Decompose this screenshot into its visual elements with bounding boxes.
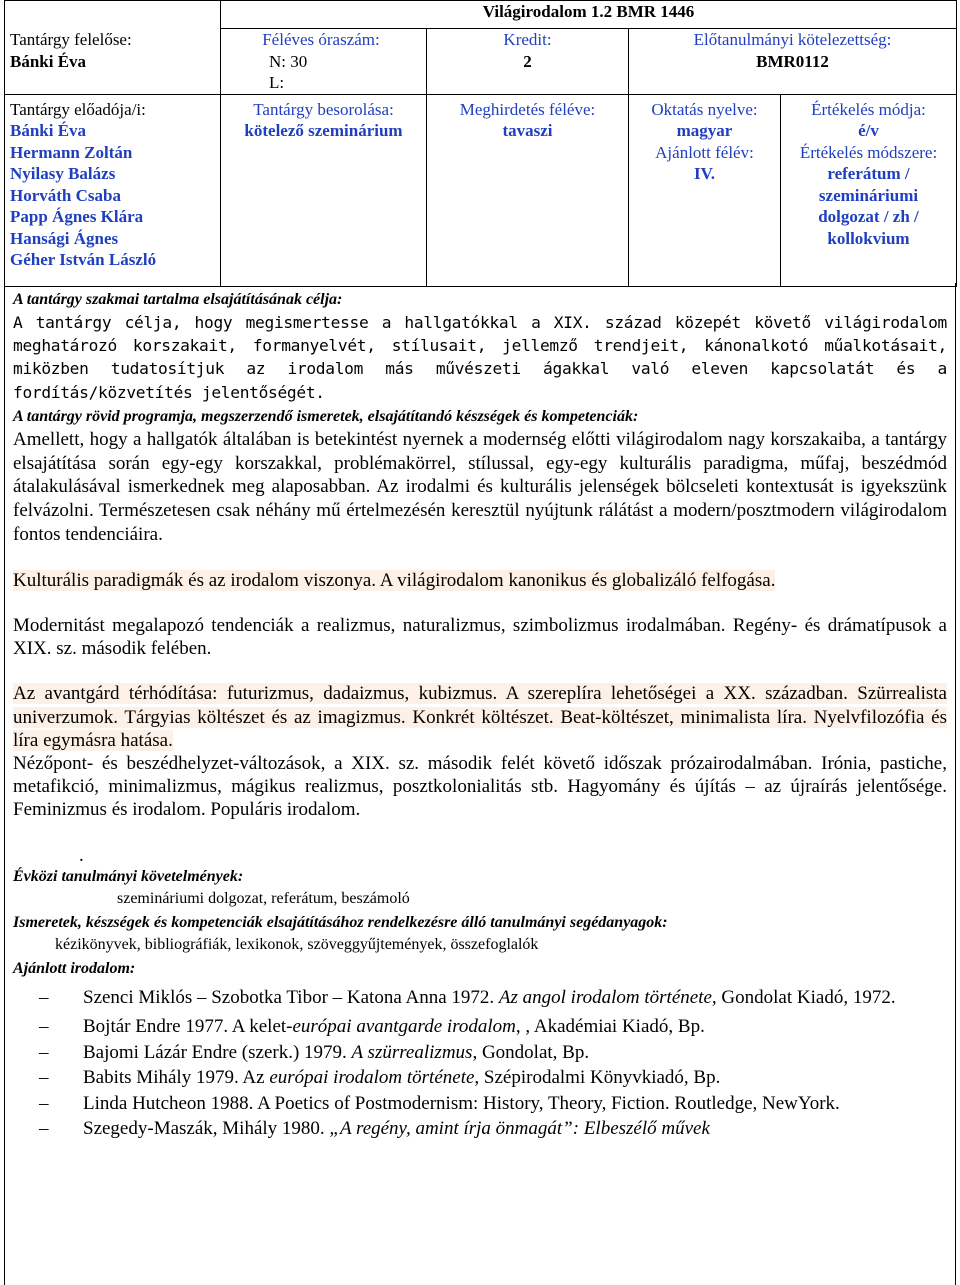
program-heading: A tantárgy rövid programja, megszerzendő ismeretek, elsajátítandó készségek és kompetenciák: [13,407,639,425]
irodalom-item [13,1092,947,1116]
elotanulmany-label: Előtanulmányi kötelezettség: [693,30,892,49]
ertekeles-modszere-value: szemináriumi [818,185,919,205]
irodalom-list [13,986,947,1141]
irodalom-item-title: A szürrealizmus [351,1041,473,1063]
besorolas-label: Tantárgy besorolása: [253,99,394,119]
meghirdetes-cell [427,94,629,286]
nyelv-label: Oktatás nyelve: [651,99,758,119]
eloado-name: Nyilasy Balázs [10,164,116,183]
irodalom-item [13,1015,947,1039]
program-dot: . [79,844,84,866]
irodalom-item-post: , , Akadémiai Kiadó, Bp. [515,1016,705,1038]
eloado-name: Hansági Ágnes [10,228,119,248]
program-p2: Modernitást megalapozó tendenciák a realizmus, naturalizmus, szimbolizmus irodalmában. Regény- és drámatípusok a XIX. sz. második felében. [13,615,947,660]
irodalom-item-pre: Szegedy-Maszák, Mihály 1980. [83,1118,330,1140]
irodalom-heading: Ajánlott irodalom: [13,959,136,977]
cel-heading: A tantárgy szakmai tartalma elsajátításának célja: [13,291,343,308]
program-paragraph [13,569,947,592]
irodalom-item-title: „A regény, amint írja önmagát”: Elbeszélő művek [329,1118,710,1140]
irodalom-item-title: európai avantgarde irodalom [292,1016,516,1038]
irodalom-item-post: , Szépirodalmi Könyvkiadó, Bp. [474,1067,721,1089]
irodalom-item-post: Gondolat Kiadó, 1972. [716,986,896,1008]
ertekeles-modja-value: é/v [858,121,879,140]
cel-text-body: A tantárgy célja, hogy megismertesse a hallgatókkal a XIX. század közepét követő világirodalom meghatározó korszakait, formanyelvét, stílusait, jellemző trendjeit, kánonalkotó műalkotásait, miközben tudatosítjuk az irodalom más művészeti ágakkal való eleven kapcsolatát és a fordítás/közvetítés jelentőségét. [13,313,947,402]
besorolas-cell [221,94,427,286]
list-dash: – [39,986,49,1008]
main-content [4,283,956,1285]
felelos-cell [5,1,221,95]
course-title: Világirodalom 1.2 BMR 1446 [221,1,957,29]
felev-value: IV. [694,164,715,183]
segedanyag-text: kézikönyvek, bibliográfiák, lexikonok, szöveggyűjtemények, összefoglalók [55,935,539,953]
ertekeles-modszere-value: dolgozat / zh / [818,207,919,226]
irodalom-item [13,1066,947,1090]
irodalom-item-pre: Bajomi Lázár Endre (szerk.) 1979. [83,1041,352,1063]
irodalom-item-pre: Linda Hutcheon 1988. A Poetics of Postmodernism: History, Theory, Fiction. Routledge, NewYork. [83,1092,840,1114]
felev-label: Ajánlott félév: [655,142,754,162]
felelos-name: Bánki Éva [10,51,87,71]
irodalom-item-pre: Szenci Miklós – Szobotka Tibor – Katona Anna 1972. [83,986,499,1008]
irodalom-item-post: , Gondolat, Bp. [472,1041,590,1063]
oraszam-l: L: [269,73,285,92]
evkozi-text: szemináriumi dolgozat, referátum, beszámoló [117,889,410,907]
besorolas-value: kötelező szeminárium [244,121,403,140]
irodalom-item [13,986,947,1010]
meghirdetes-value: tavaszi [502,121,553,140]
segedanyag-heading: Ismeretek, készségek és kompetenciák elsajátításához rendelkezésre álló tanulmányi segédanyagok: [13,913,668,931]
irodalom-item-pre: Bojtár Endre 1977. A kelet- [83,1016,293,1038]
oraszam-label: Féléves óraszám: [262,30,380,49]
eloado-name: Bánki Éva [10,121,87,140]
eloado-name: Horváth Csaba [10,185,121,205]
eloadok-cell [5,94,221,286]
eloado-name: Géher István László [10,250,157,269]
evkozi-heading: Évközi tanulmányi követelmények: [13,867,244,885]
list-dash: – [39,1016,49,1038]
irodalom-item-title: Az angol irodalom története, [498,986,717,1008]
program-p1: Kulturális paradigmák és az irodalom viszonya. A világirodalom kanonikus és globalizáló felfogása. [13,569,776,591]
ertekeles-modszere-value: referátum / [827,164,910,183]
ertekeles-cell [781,94,957,286]
program-paragraph [13,682,947,752]
irodalom-item [13,1117,947,1141]
elotanulmany-value: BMR0112 [756,51,829,71]
irodalom-item-title: európai irodalom története [269,1067,475,1089]
felelos-label: Tantárgy felelőse: [10,30,132,49]
eloadok-label: Tantárgy előadója/i: [10,99,146,119]
kredit-label: Kredit: [503,30,552,49]
list-dash: – [39,1118,49,1140]
nyelv-cell [629,94,781,286]
eloado-name: Papp Ágnes Klára [10,207,144,226]
irodalom-item [13,1041,947,1065]
ertekeles-modszere-label: Értékelés módszere: [799,142,938,162]
oraszam-cell [221,29,427,95]
oraszam-n: N: 30 [269,51,308,71]
irodalom-item-pre: Babits Mihály 1979. Az [83,1067,270,1089]
list-dash: – [39,1092,49,1114]
nyelv-value: magyar [676,121,733,140]
program-intro: Amellett, hogy a hallgatók általában is betekintést nyernek a modernség előtti világirodalom nagy korszakaiba, a tantárgy elsajátítása során egy-egy korszakkal, problémakörrel, stílussal, egy-egy kulturális paradigma, műfaj, beszédmód átalakulásával ismerkednek meg alaposabban. Az irodalmi és kulturális jelenségek bölcseleti kontextusát is igyekszünk felvázolni. Természetesen csak néhány mű értelmezésén keresztül nyújtunk rálátást a modern/posztmodern világirodalom fontos tendenciáira. [13,428,947,545]
list-dash: – [39,1067,49,1089]
eloado-name: Hermann Zoltán [10,142,133,162]
meghirdetes-label: Meghirdetés féléve: [459,99,596,119]
ertekeles-modja-label: Értékelés módja: [811,99,926,119]
kredit-cell [427,29,629,95]
ertekeles-modszere-value: kollokvium [827,228,910,248]
elotanulmany-cell [629,29,957,95]
kredit-value: 2 [523,51,532,71]
program-p3: Az avantgárd térhódítása: futurizmus, dadaizmus, kubizmus. A szereplíra lehetőségei a XX. században. Szürrealista univerzumok. Tárgyias költészet és az imagizmus. Konkrét költészet. Beat-költészet, minimalista líra. Nyelvfilozófia és líra egymásra hatása. [13,683,947,751]
list-dash: – [39,1041,49,1063]
cel-text [13,311,947,404]
program-p4: Nézőpont- és beszédhelyzet-változások, a XIX. sz. második felét követő időszak prózairodalmában. Irónia, pastiche, metafikció, minimalizmus, mágikus realizmus, posztkolonialitás stb. Hagyomány és újítás – az újraírás jelentősége. Feminizmus és irodalom. Populáris irodalom. [13,753,947,821]
header-table [4,0,957,287]
